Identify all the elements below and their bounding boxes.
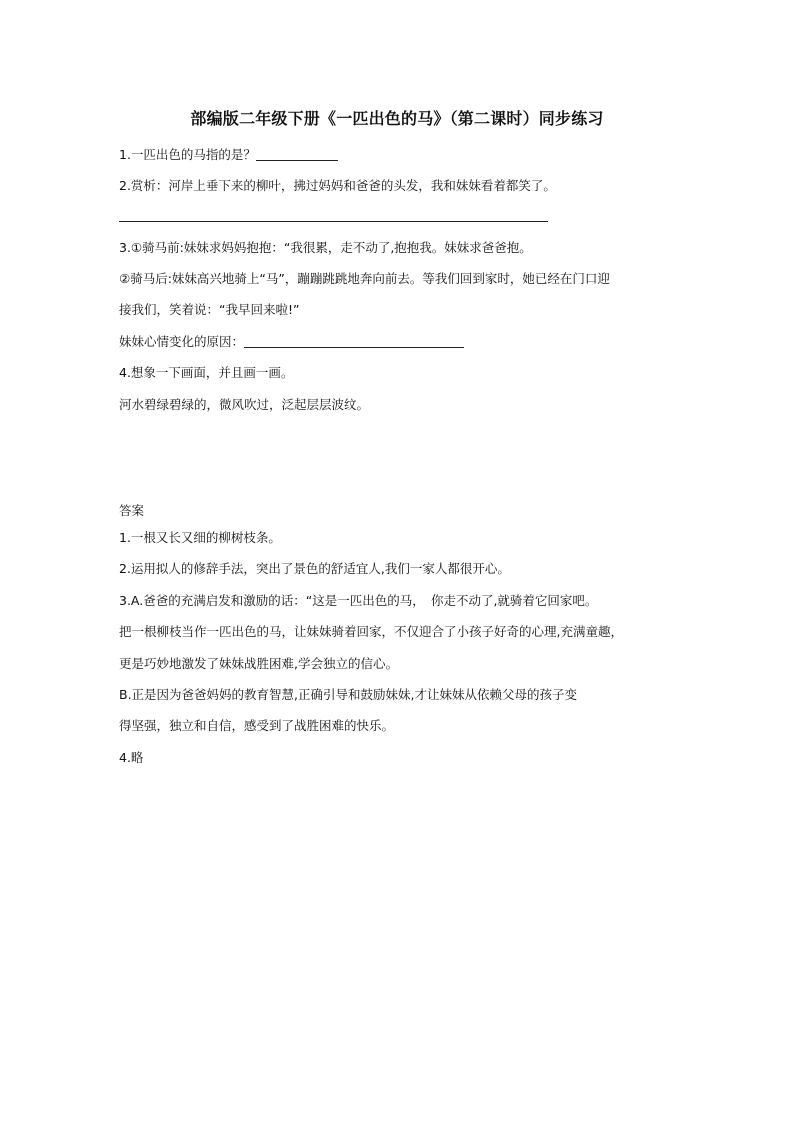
- answer-3-line-4: B.正是因为爸爸妈妈的教育智慧,正确引导和鼓励妹妹,才让妹妹从依赖父母的孩子变: [119, 687, 577, 702]
- question-3-line-3: 接我们，笑着说：“我早回来啦!”: [119, 302, 300, 317]
- answer-4: 4.略: [119, 750, 144, 765]
- answer-1: 1.一根又长又细的柳树枝条。: [119, 530, 281, 545]
- answer-blank-3[interactable]: [244, 333, 464, 348]
- answer-line-2[interactable]: [119, 221, 548, 222]
- page-title: 部编版二年级下册《一匹出色的马》（第二课时）同步练习: [190, 109, 604, 128]
- answer-3-line-1: 3.A.爸爸的充满启发和激励的话：“这是一匹出色的马， 你走不动了,就骑着它回家吧。: [119, 593, 598, 608]
- answer-3-line-5: 得坚强，独立和自信，感受到了战胜困难的快乐。: [119, 718, 395, 733]
- question-3-prompt-text: 妹妹心情变化的原因：: [119, 334, 245, 349]
- question-1-text: 1.一匹出色的马指的是？: [119, 147, 256, 162]
- answer-2: 2.运用拟人的修辞手法，突出了景色的舒适宜人,我们一家人都很开心。: [119, 561, 510, 576]
- answers-heading: 答案: [119, 503, 145, 518]
- question-3-line-2: ②骑马后:妹妹高兴地骑上“马”，蹦蹦跳跳地奔向前去。等我们回到家时，她已经在门口迎: [119, 271, 610, 286]
- answer-3-line-2: 把一根柳枝当作一匹出色的马，让妹妹骑着回家，不仅迎合了小孩子好奇的心理,充满童趣，: [119, 624, 623, 639]
- question-2: 2.赏析：河岸上垂下来的柳叶，拂过妈妈和爸爸的头发，我和妹妹看着都笑了。: [119, 178, 556, 193]
- answer-3-line-3: 更是巧妙地激发了妹妹战胜困难,学会独立的信心。: [119, 656, 398, 671]
- question-3-prompt: [119, 333, 464, 351]
- question-4-text: 河水碧绿碧绿的，微风吹过，泛起层层波纹。: [119, 397, 370, 412]
- question-1: [119, 146, 338, 164]
- question-4: 4.想象一下画面，并且画一画。: [119, 365, 294, 380]
- answer-blank-1[interactable]: [256, 146, 338, 161]
- question-3-line-1: 3.①骑马前:妹妹求妈妈抱抱：“我很累，走不动了,抱抱我。妹妹求爸爸抱。: [119, 240, 532, 255]
